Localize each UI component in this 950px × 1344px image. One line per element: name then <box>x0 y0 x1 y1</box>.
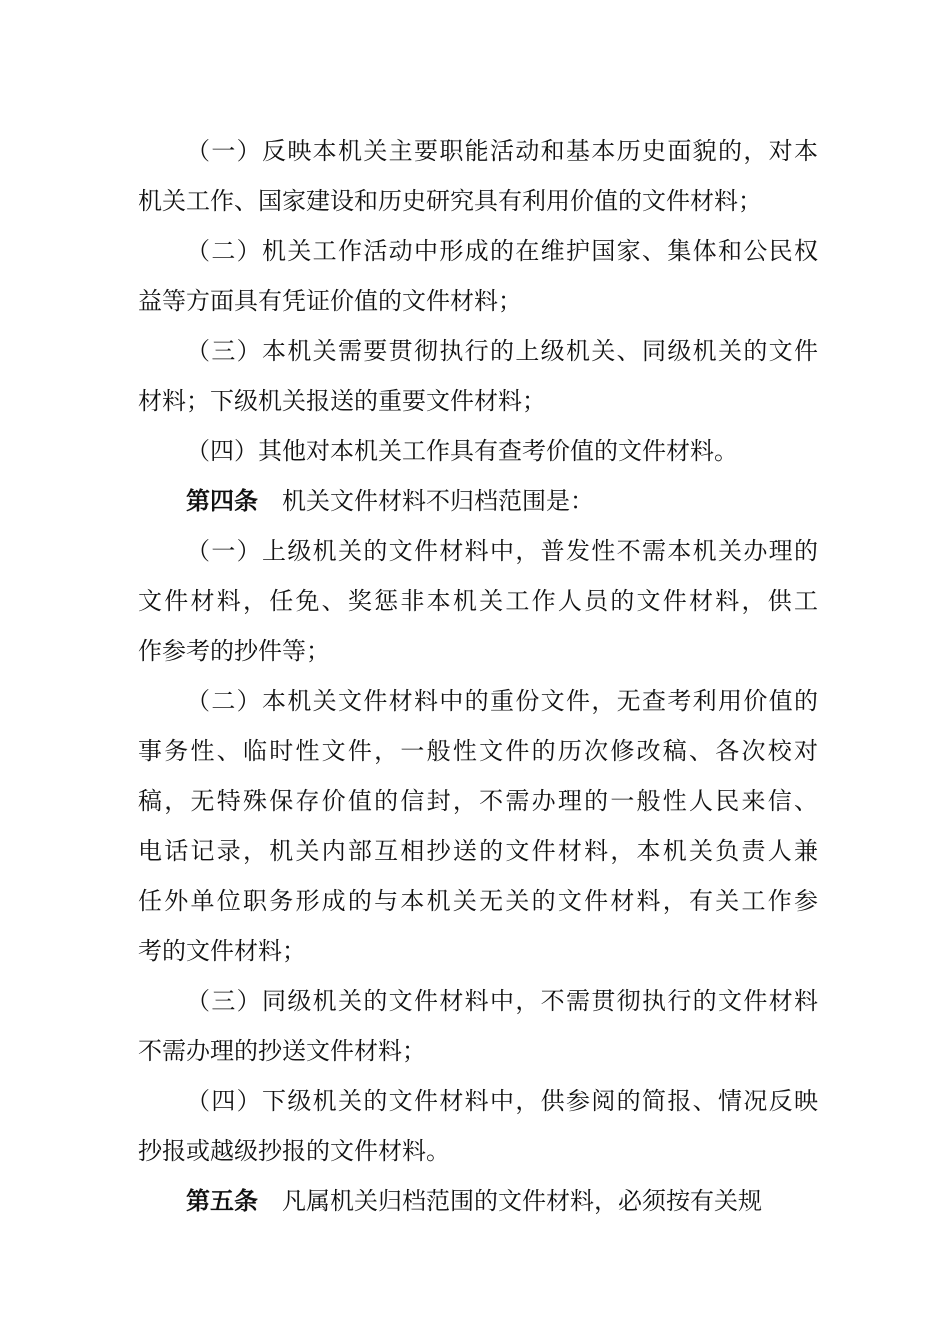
paragraph-line: 文件材料，任免、奖惩非本机关工作人员的文件材料，供工 <box>138 587 818 615</box>
paragraph-line: （四）下级机关的文件材料中，供参阅的简报、情况反映 <box>186 1087 818 1115</box>
paragraph-line: 作参考的抄件等； <box>138 637 330 665</box>
paragraph-line: （三）同级机关的文件材料中，不需贯彻执行的文件材料 <box>186 987 818 1015</box>
paragraph-line: 材料；下级机关报送的重要文件材料； <box>138 387 546 415</box>
paragraph-line: 任外单位职务形成的与本机关无关的文件材料，有关工作参 <box>138 887 818 915</box>
paragraph-line: 抄报或越级抄报的文件材料。 <box>138 1137 450 1165</box>
paragraph-line: 机关工作、国家建设和历史研究具有利用价值的文件材料； <box>138 187 762 215</box>
paragraph-line: 考的文件材料； <box>138 937 306 965</box>
article-4-text: 机关文件材料不归档范围是： <box>282 487 594 515</box>
paragraph-line: （二）本机关文件材料中的重份文件，无查考利用价值的 <box>186 687 818 715</box>
paragraph-line: 电话记录，机关内部互相抄送的文件材料，本机关负责人兼 <box>138 837 818 865</box>
paragraph-line: （二）机关工作活动中形成的在维护国家、集体和公民权 <box>186 237 818 265</box>
paragraph-line: 事务性、临时性文件，一般性文件的历次修改稿、各次校对 <box>138 737 818 765</box>
paragraph-line: 稿，无特殊保存价值的信封，不需办理的一般性人民来信、 <box>138 787 818 815</box>
paragraph-line: 不需办理的抄送文件材料； <box>138 1037 426 1065</box>
paragraph-line: 益等方面具有凭证价值的文件材料； <box>138 287 522 315</box>
paragraph-line: （三）本机关需要贯彻执行的上级机关、同级机关的文件 <box>186 337 818 365</box>
paragraph-line: （一）反映本机关主要职能活动和基本历史面貌的，对本 <box>186 137 818 165</box>
article-4-line <box>186 481 818 521</box>
article-4-heading: 第四条 <box>186 486 258 515</box>
article-5-heading: 第五条 <box>186 1186 258 1215</box>
article-5-text: 凡属机关归档范围的文件材料，必须按有关规 <box>282 1187 762 1215</box>
paragraph-line: （一）上级机关的文件材料中，普发性不需本机关办理的 <box>186 537 818 565</box>
paragraph-line: （四）其他对本机关工作具有查考价值的文件材料。 <box>186 437 738 465</box>
article-5-line <box>186 1181 818 1221</box>
